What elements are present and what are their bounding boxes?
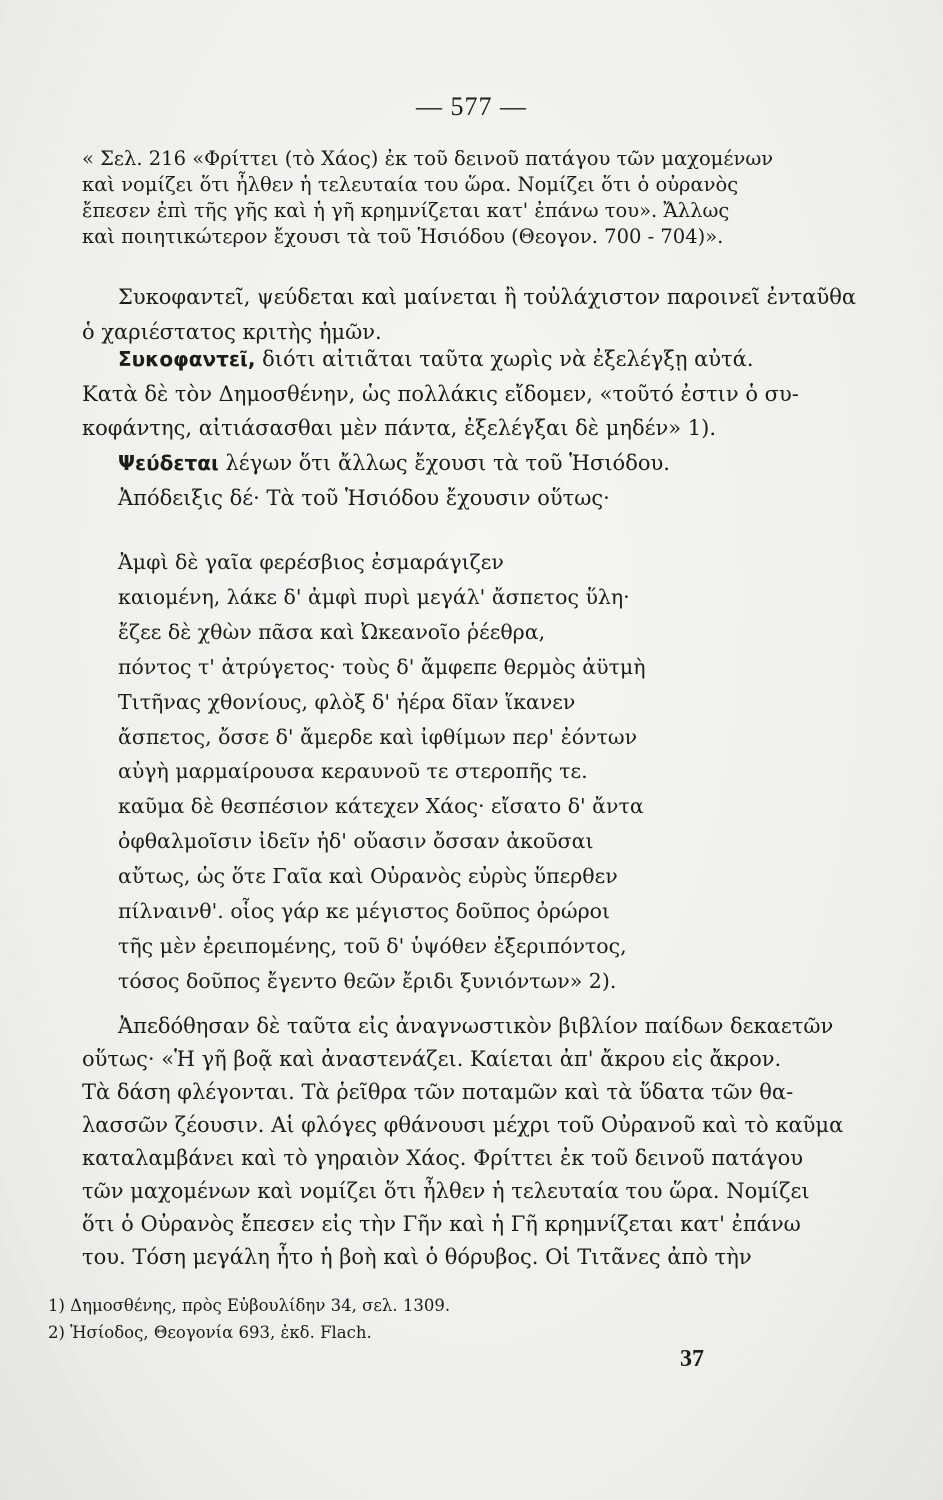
quote-line: καὶ νομίζει ὅτι ἦλθεν ἡ τελευταία του ὥρα. Νομίζει ὅτι ὁ οὐρανὸς <box>82 173 739 196</box>
text-line: Ἀπόδειξις δέ· Τὰ τοῦ Ἡσιόδου ἔχουσιν οὕτως· <box>118 485 610 510</box>
verse-line: Ἀμφὶ δὲ γαῖα φερέσβιος ἐσμαράγιζεν <box>118 550 504 574</box>
verse-line: πίλναινθ'. οἷος γάρ κε μέγιστος δοῦπος ὀρώροι <box>118 899 611 924</box>
text-line: Ἀπεδόθησαν δὲ ταῦτα εἰς ἀναγνωστικὸν βιβλίον παίδων δεκαετῶν <box>118 1014 834 1038</box>
verse-line: καιομένη, λάκε δ' ἀμφὶ πυρὶ μεγάλ' ἄσπετος ὕλη· <box>118 584 630 609</box>
text-line: του. Τόση μεγάλη ἦτο ἡ βοὴ καὶ ὁ θόρυβος. Οἱ Τιτᾶνες ἀπὸ τὴν <box>82 1245 752 1269</box>
paragraph-3 <box>82 446 742 515</box>
verse-line: ὀφθαλμοῖσιν ἰδεῖν ἠδ' οὔασιν ὄσσαν ἀκοῦσαι <box>118 829 594 854</box>
verse-line: ἔζεε δὲ χθὼν πᾶσα καὶ Ὠκεανοῖο ῥέεθρα, <box>118 619 546 644</box>
verse-line: Τιτῆνας χθονίους, φλὸξ δ' ἠέρα δῖαν ἵκανεν <box>118 689 576 714</box>
signature-number: 37 <box>680 1346 704 1372</box>
text-line: Ψεύδεται λέγων ὅτι ἄλλως ἔχουσι τὰ τοῦ Ἡσιόδου. <box>118 451 670 475</box>
hesiod-verse <box>118 545 718 999</box>
verse-line: αὔτως, ὡς ὅτε Γαῖα καὶ Οὐρανὸς εὐρὺς ὕπερθεν <box>118 864 618 889</box>
verse-line: καῦμα δὲ θεσπέσιον κάτεχεν Χάος· εἴσατο δ' ἄντα <box>118 794 644 819</box>
quote-line: ἔπεσεν ἐπὶ τῆς γῆς καὶ ἡ γῆ κρημνίζεται κατ' ἐπάνω του». Ἄλλως <box>82 199 730 222</box>
bold-term: Ψεύδεται <box>118 451 219 475</box>
text-line: ὁ χαριέστατος κριτὴς ἡμῶν. <box>82 319 382 344</box>
footnote: 1) Δημοσθένης, πρὸς Εὐβουλίδην 34, σελ. 1309. <box>48 1296 451 1315</box>
quote-line: « Σελ. 216 «Φρίττει (τὸ Χάος) ἐκ τοῦ δεινοῦ πατάγου τῶν μαχομένων <box>82 147 774 170</box>
paragraph-1 <box>82 280 857 349</box>
text-line: κοφάντης, αἰτιάσασθαι μὲν πάντα, ἐξελέγξαι δὲ μηδέν» 1). <box>82 416 716 440</box>
text-line: Συκοφαντεῖ, διότι αἰτιᾶται ταῦτα χωρὶς νὰ ἐξελέγξῃ αὐτά. <box>118 347 754 371</box>
verse-line: αὐγὴ μαρμαίρουσα κεραυνοῦ τε στεροπῆς τε. <box>118 759 588 784</box>
text-line: καταλαμβάνει καὶ τὸ γηραιὸν Χάος. Φρίττει ἐκ τοῦ δεινοῦ πατάγου <box>82 1146 804 1170</box>
text-line: Τὰ δάση φλέγονται. Τὰ ῥεῖθρα τῶν ποταμῶν καὶ τὰ ὕδατα τῶν θα- <box>82 1080 794 1104</box>
page-number: — 577 — <box>416 92 527 121</box>
verse-line: τόσος δοῦπος ἔγεντο θεῶν ἔριδι ξυνιόντων» 2). <box>118 968 617 993</box>
footnote: 2) Ἡσίοδος, Θεογονία 693, ἐκδ. Flach. <box>48 1323 372 1342</box>
verse-line: πόντος τ' ἀτρύγετος· τοὺς δ' ἄμφεπε θερμὸς ἀϋτμὴ <box>118 654 646 679</box>
bold-term: Συκοφαντεῖ, <box>118 347 256 371</box>
quoted-passage <box>82 146 774 250</box>
verse-line: τῆς μὲν ἐρειπομένης, τοῦ δ' ὑψόθεν ἐξεριπόντος, <box>118 933 627 958</box>
text-line: Συκοφαντεῖ, ψεύδεται καὶ μαίνεται ἢ τοὐλάχιστον παροινεῖ ἐνταῦθα <box>118 285 857 309</box>
text-line: λασσῶν ζέουσιν. Αἱ φλόγες φθάνουσι μέχρι τοῦ Οὐρανοῦ καὶ τὸ καῦμα <box>82 1113 844 1137</box>
paragraph-4 <box>82 1010 844 1274</box>
paragraph-2 <box>82 342 799 446</box>
quote-line: καὶ ποιητικώτερον ἔχουσι τὰ τοῦ Ἡσιόδου (Θεογον. 700 - 704)». <box>82 225 724 248</box>
verse-line: ἄσπετος, ὄσσε δ' ἄμερδε καὶ ἰφθίμων περ' ἐόντων <box>118 724 638 749</box>
text-line: ὅτι ὁ Οὐρανὸς ἔπεσεν εἰς τὴν Γῆν καὶ ἡ Γῆ κρημνίζεται κατ' ἐπάνω <box>82 1212 801 1236</box>
text-line: Κατὰ δὲ τὸν Δημοσθένην, ὡς πολλάκις εἴδομεν, «τοῦτό ἐστιν ὁ συ- <box>82 381 799 406</box>
text-line: τῶν μαχομένων καὶ νομίζει ὅτι ἦλθεν ἡ τελευταία του ὥρα. Νομίζει <box>82 1179 810 1203</box>
footnotes <box>48 1292 648 1346</box>
text-line: οὕτως· «Ἡ γῆ βοᾷ καὶ ἀναστενάζει. Καίεται ἀπ' ἄκρου εἰς ἄκρον. <box>82 1047 782 1071</box>
